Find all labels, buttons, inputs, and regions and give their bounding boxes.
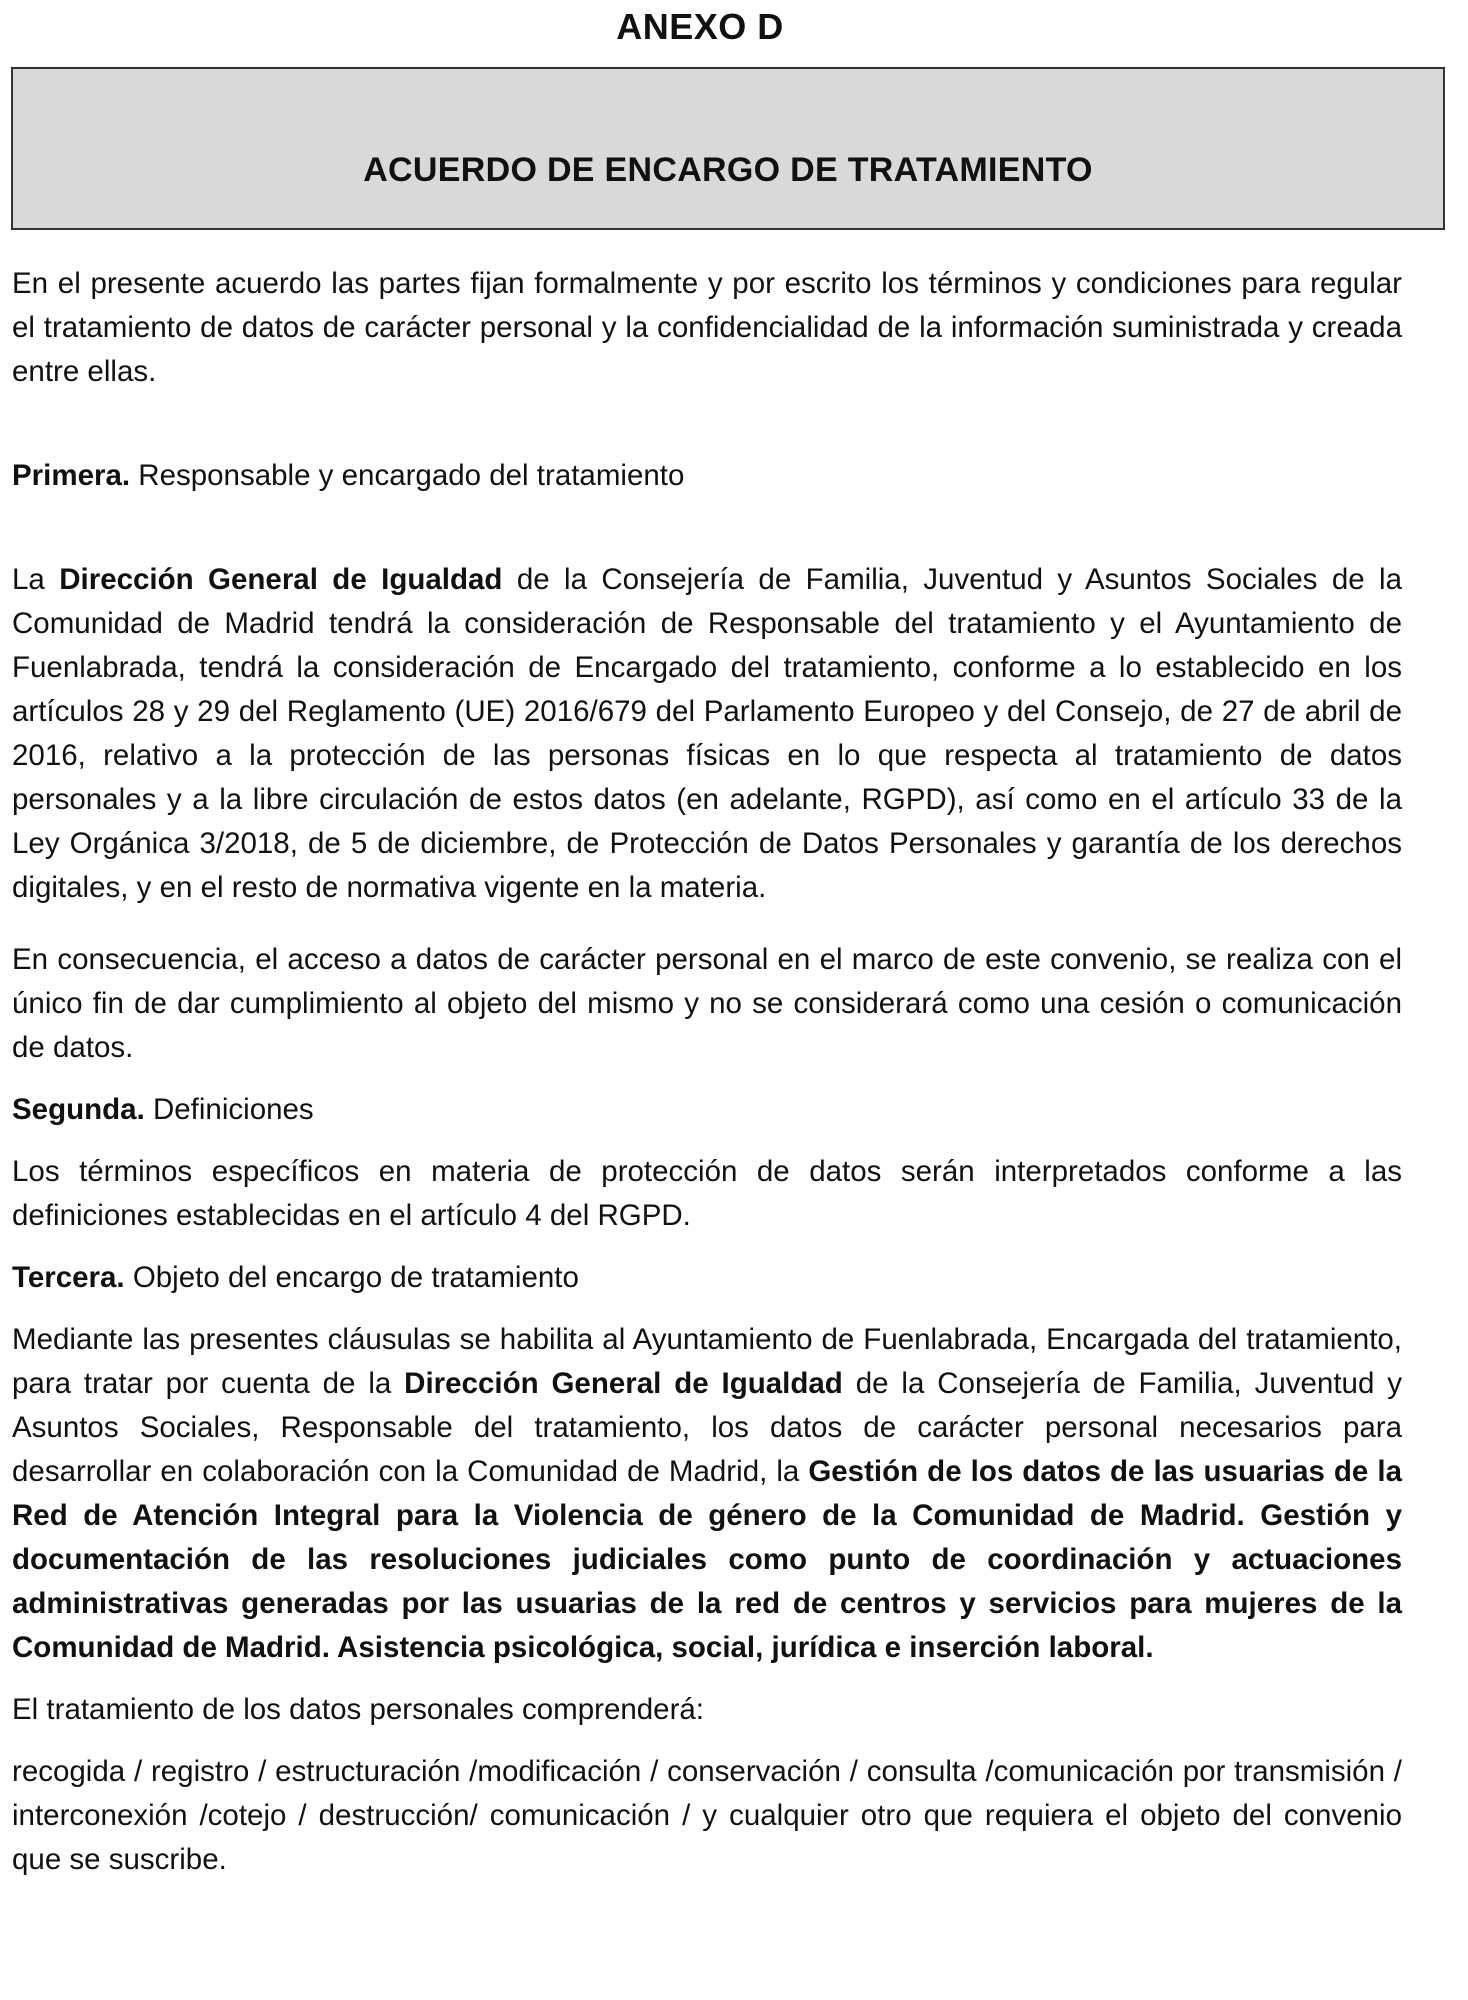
clause-primera-heading bbox=[12, 454, 1402, 498]
clause-segunda-paragraph-1: Los términos específicos en materia de protección de datos serán interpretados conforme a las definiciones establecidas en el artículo 4 del RGPD. bbox=[12, 1155, 1402, 1232]
text-run: de la Consejería de Familia, Juventud y Asuntos Sociales de la Comunidad de Madrid tendrá la consideración de Responsable del tratamiento y el Ayuntamiento de Fuenlabrada, tendrá la consideración de Encargado del tratamiento, conforme a lo establecido en los artículos 28 y 29 del Reglamento (UE) 2016/679 del Parlamento Europeo y del Consejo, de 27 de abril de 2016, relativo a la protección de las personas físicas en lo que respecta al tratamiento de datos personales y a la libre circulación de estos datos (en adelante, RGPD), así como en el artículo 33 de la Ley Orgánica 3/2018, de 5 de diciembre, de Protección de Datos Personales y garantía de los derechos digitales, y en el resto de normativa vigente en la materia. bbox=[12, 563, 1402, 904]
clause-title: Objeto del encargo de tratamiento bbox=[132, 1261, 579, 1294]
clause-segunda-heading bbox=[12, 1088, 1402, 1132]
bold-text: Gestión de los datos de las usuarias de la Red de Atención Integral para la Violencia de género de la Comunidad de Madrid. Gestión y documentación de las resoluciones judiciales como punto de coordinación y actuaciones administrativas generadas por las usuarias de la red de centros y servicios para mujeres de la Comunidad de Madrid. Asistencia psicológica, social, jurídica e inserción laboral. bbox=[12, 1455, 1402, 1664]
clause-tercera-paragraph-2: El tratamiento de los datos personales comprenderá: bbox=[12, 1693, 704, 1726]
clause-label: Tercera. bbox=[12, 1261, 125, 1294]
text-run: de la Consejería de Familia, Juventud y Asuntos Sociales, Responsable del tratamiento, los datos de carácter personal necesarios para desarrollar en colaboración con la Comunidad de Madrid, la bbox=[12, 1367, 1402, 1488]
clause-tercera-heading bbox=[12, 1256, 1402, 1300]
bold-text: Dirección General de Igualdad bbox=[404, 1367, 843, 1400]
clause-label: Primera. bbox=[12, 459, 131, 492]
annex-title: ANEXO D bbox=[616, 6, 784, 47]
clause-primera-paragraph-1 bbox=[12, 558, 1402, 910]
agreement-title: ACUERDO DE ENCARGO DE TRATAMIENTO bbox=[363, 151, 1093, 189]
intro-paragraph: En el presente acuerdo las partes fijan formalmente y por escrito los términos y condiciones para regular el tratamiento de datos de carácter personal y la confidencialidad de la información suministrada y creada entre ellas. bbox=[12, 267, 1402, 388]
clause-tercera-paragraph-1 bbox=[12, 1318, 1402, 1670]
document-body bbox=[12, 262, 1402, 1882]
title-box bbox=[11, 67, 1445, 230]
clause-title: Responsable y encargado del tratamiento bbox=[138, 459, 685, 492]
clause-title: Definiciones bbox=[152, 1093, 314, 1126]
bold-text: Dirección General de Igualdad bbox=[59, 563, 503, 596]
clause-primera-paragraph-2: En consecuencia, el acceso a datos de carácter personal en el marco de este convenio, se realiza con el único fin de dar cumplimiento al objeto del mismo y no se considerará como una cesión o comunicación de datos. bbox=[12, 943, 1402, 1064]
text-run: Mediante las presentes cláusulas se habilita al Ayuntamiento de Fuenlabrada, Encargada del tratamiento, para tratar por cuenta de la bbox=[12, 1323, 1402, 1400]
clause-label: Segunda. bbox=[12, 1093, 145, 1126]
text-run: La bbox=[12, 563, 60, 596]
clause-tercera-paragraph-3: recogida / registro / estructuración /modificación / conservación / consulta /comunicación por transmisión / interconexión /cotejo / destrucción/ comunicación / y cualquier otro que requiera el objeto del convenio que se suscribe. bbox=[12, 1755, 1402, 1876]
